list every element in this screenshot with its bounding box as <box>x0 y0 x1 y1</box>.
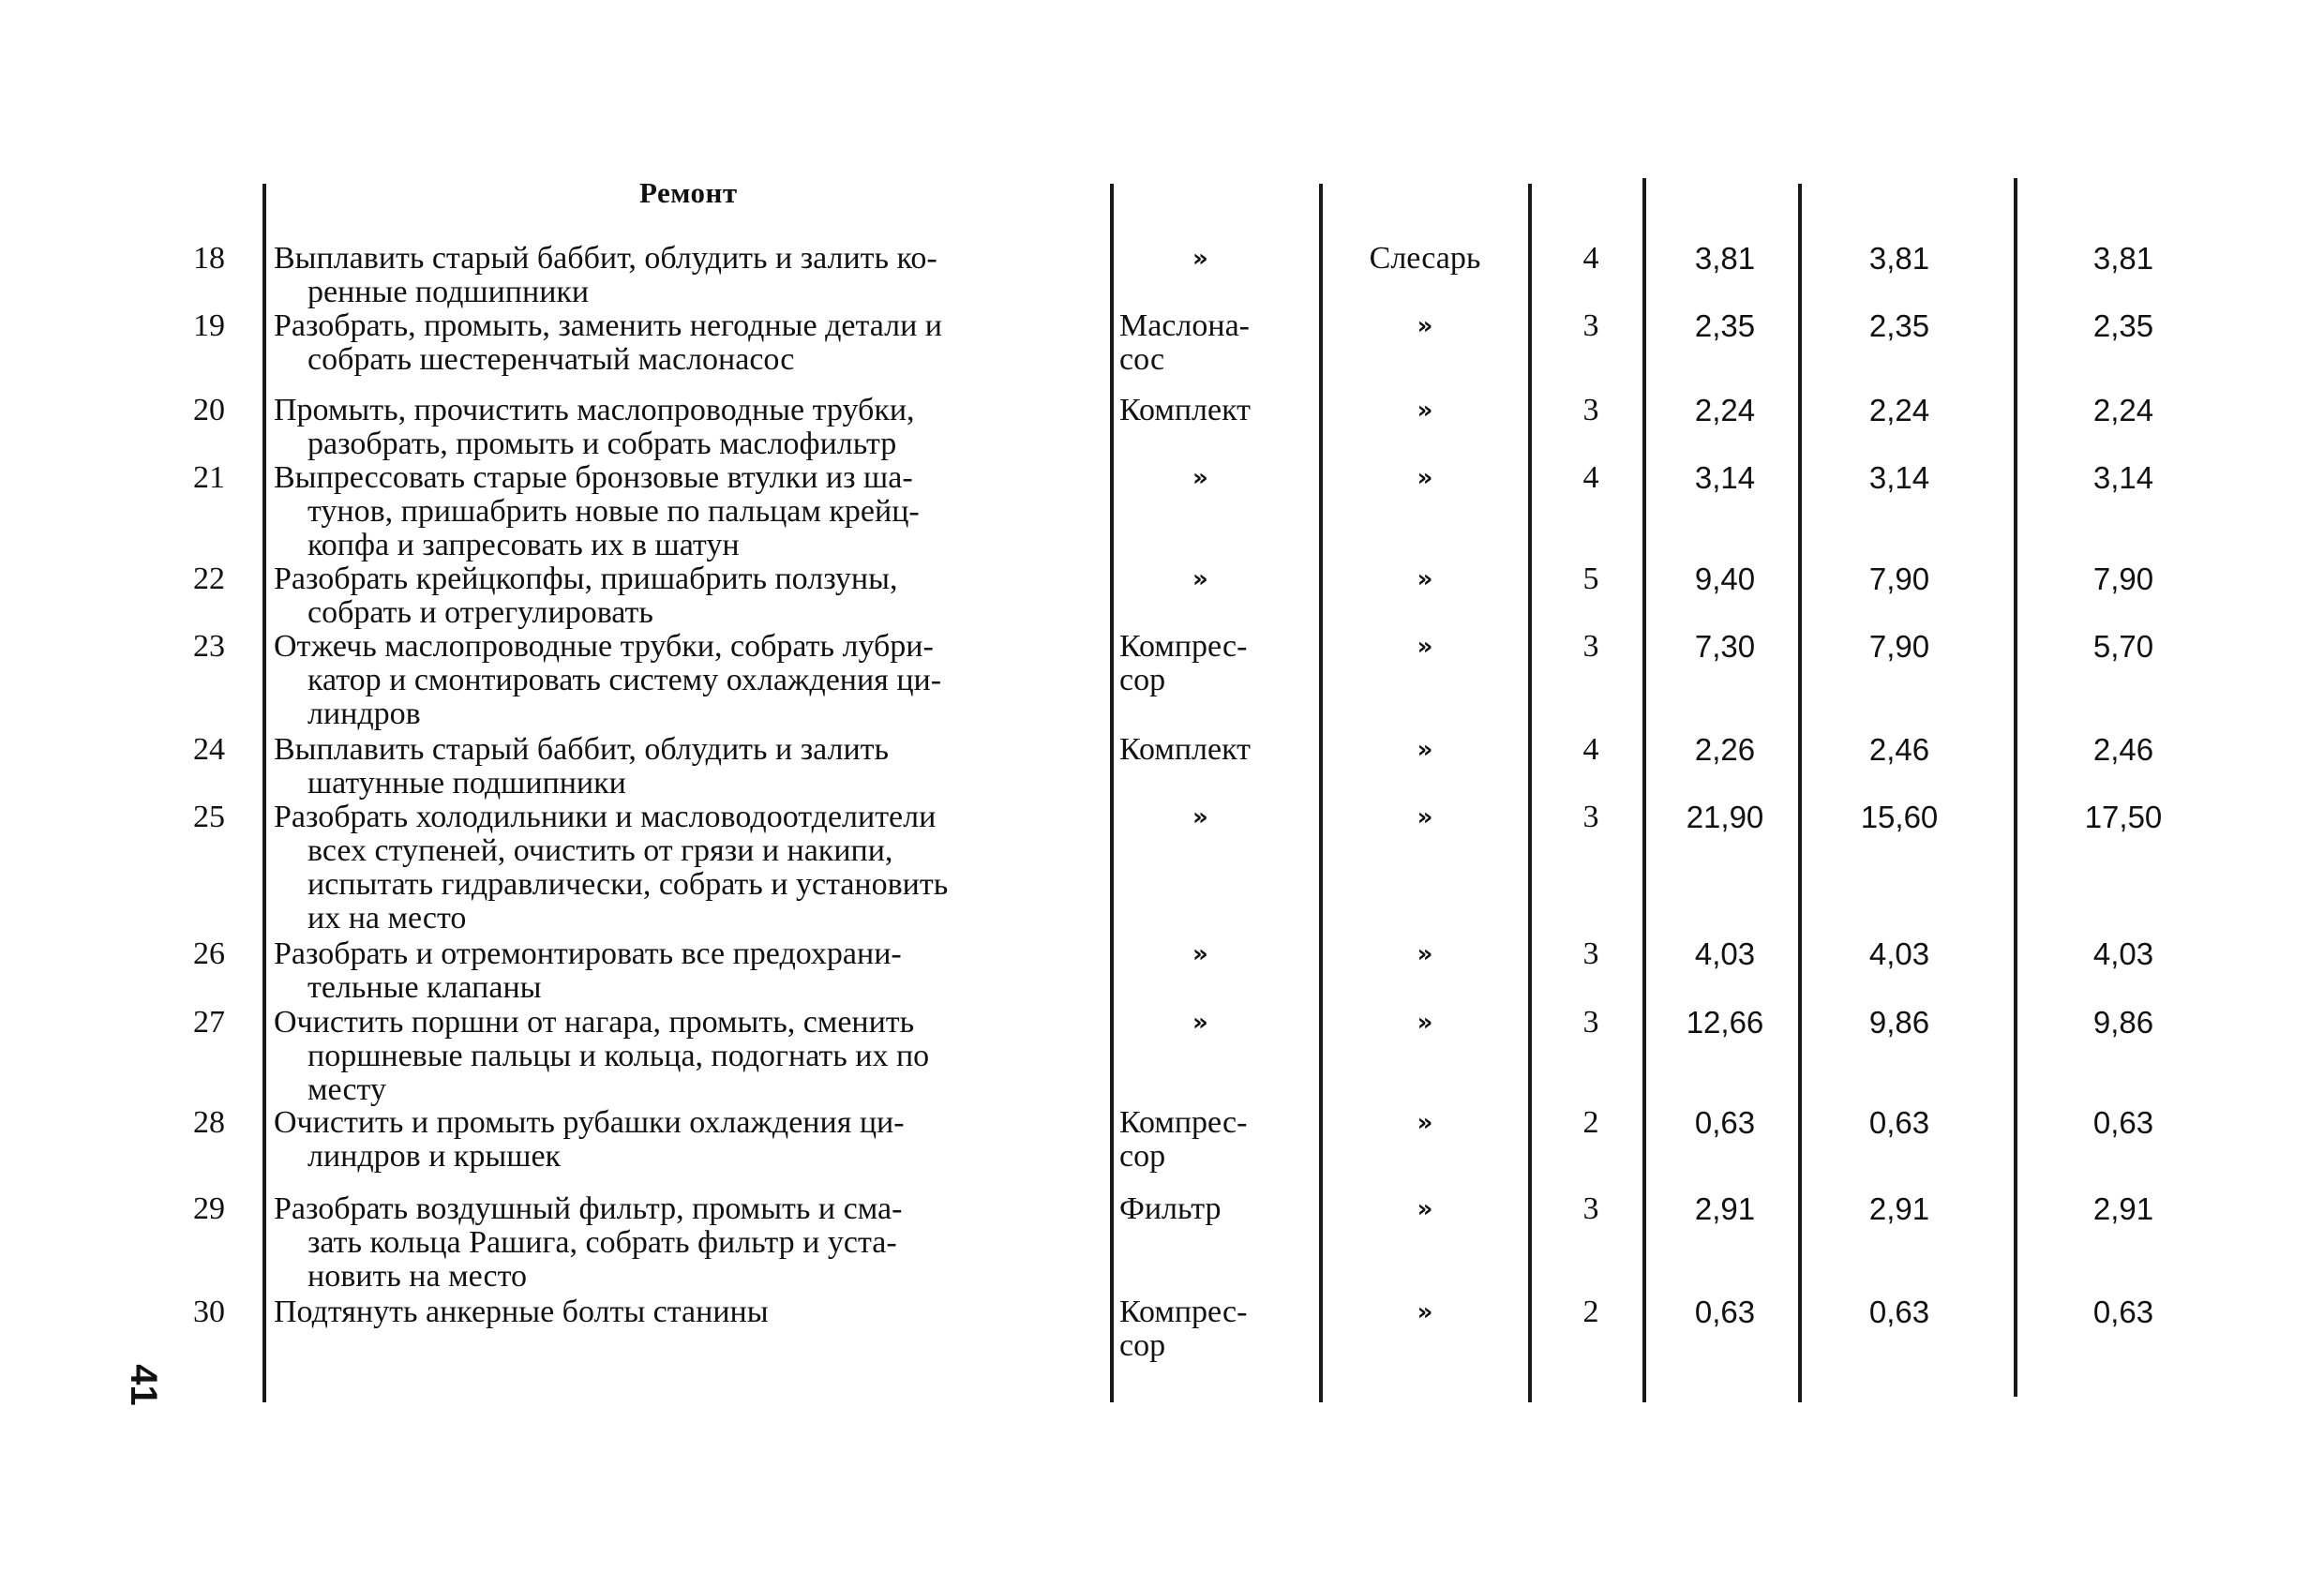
row-number: 21 <box>193 460 225 495</box>
profession-cell: » <box>1417 1109 1433 1137</box>
grade-cell: 3 <box>1582 1005 1599 1040</box>
operation-description <box>274 309 1091 377</box>
description-line: Разобрать крейцкопфы, пришабрить ползуны, <box>274 561 898 596</box>
norm-value-2: 9,86 <box>1868 1005 1930 1040</box>
norm-value-3: 2,91 <box>2092 1191 2154 1226</box>
unit-cell: » <box>1192 565 1208 593</box>
grade-cell: 3 <box>1582 629 1599 664</box>
norm-value-3: 5,70 <box>2092 629 2154 664</box>
row-number: 20 <box>193 393 225 427</box>
norm-value-1: 0,63 <box>1694 1105 1756 1140</box>
norm-value-3: 7,90 <box>2092 561 2154 596</box>
unit-cell: Компрес- сор <box>1119 1295 1248 1363</box>
description-line: месту <box>307 1072 386 1107</box>
norm-value-2: 2,35 <box>1868 308 1930 343</box>
unit-cell: Комплект <box>1119 732 1252 767</box>
description-line: новить на место <box>307 1259 528 1294</box>
norm-value-3: 0,63 <box>2092 1295 2154 1329</box>
row-number: 27 <box>193 1005 225 1040</box>
profession-cell: » <box>1417 397 1433 425</box>
unit-cell: » <box>1192 245 1208 273</box>
operation-description <box>274 733 1091 801</box>
description-line: копфа и запресовать их в шатун <box>307 528 740 562</box>
norm-value-2: 3,81 <box>1868 241 1930 276</box>
norm-value-2: 2,24 <box>1868 393 1930 427</box>
description-line: ренные подшипники <box>307 275 590 309</box>
description-line: тельные клапаны <box>307 970 542 1005</box>
description-line: разобрать, промыть и собрать маслофильтр <box>307 427 897 461</box>
norm-value-1: 3,81 <box>1694 241 1756 276</box>
grade-cell: 5 <box>1582 561 1599 596</box>
row-number: 28 <box>193 1105 225 1140</box>
section-title: Ремонт <box>639 176 738 209</box>
norm-value-3: 4,03 <box>2092 936 2154 971</box>
norm-value-3: 0,63 <box>2092 1105 2154 1140</box>
norm-value-3: 9,86 <box>2092 1005 2154 1040</box>
grade-cell: 2 <box>1582 1295 1599 1329</box>
grade-cell: 4 <box>1582 732 1599 767</box>
profession-cell: » <box>1417 736 1433 764</box>
description-line: Разобрать воздушный фильтр, промыть и сма- <box>274 1191 903 1226</box>
description-line: линдров <box>307 696 421 731</box>
description-line: Выплавить старый баббит, облудить и залить ко- <box>274 241 937 276</box>
description-line: Разобрать и отремонтировать все предохрани- <box>274 936 902 971</box>
profession-cell: » <box>1417 565 1433 593</box>
operation-description <box>274 630 1091 731</box>
grade-cell: 3 <box>1582 936 1599 971</box>
grade-cell: 3 <box>1582 800 1599 834</box>
page-number: 41 <box>122 1364 164 1406</box>
row-number: 26 <box>193 936 225 971</box>
norm-value-1: 3,14 <box>1694 460 1756 495</box>
description-line: Выпрессовать старые бронзовые втулки из ша- <box>274 460 913 495</box>
description-line: линдров и крышек <box>307 1139 562 1174</box>
column-rule <box>262 184 266 1402</box>
grade-cell: 3 <box>1582 308 1599 343</box>
row-number: 24 <box>193 732 225 767</box>
norm-value-1: 2,35 <box>1694 308 1756 343</box>
description-line: испытать гидравлически, собрать и установить <box>307 867 949 902</box>
profession-cell: » <box>1417 1195 1433 1223</box>
description-line: Отжечь маслопроводные трубки, собрать лубри- <box>274 629 934 664</box>
row-number: 18 <box>193 241 225 276</box>
norm-value-2: 7,90 <box>1868 561 1930 596</box>
description-line: Разобрать холодильники и масловодоотделители <box>274 800 937 834</box>
operation-description <box>274 1006 1091 1107</box>
norm-value-3: 2,46 <box>2092 732 2154 767</box>
profession-cell: » <box>1417 464 1433 492</box>
grade-cell: 3 <box>1582 393 1599 427</box>
unit-cell: Маслона- сос <box>1119 308 1250 377</box>
grade-cell: 4 <box>1582 460 1599 495</box>
description-line: поршневые пальцы и кольца, подогнать их по <box>307 1039 930 1073</box>
unit-cell: Компрес- сор <box>1119 1105 1248 1174</box>
norm-value-1: 12,66 <box>1686 1005 1764 1040</box>
norm-value-1: 0,63 <box>1694 1295 1756 1329</box>
description-line: шатунные подшипники <box>307 766 626 801</box>
norm-value-1: 4,03 <box>1694 936 1756 971</box>
profession-cell: » <box>1417 940 1433 968</box>
description-line: Очистить и промыть рубашки охлаждения ци- <box>274 1105 905 1140</box>
grade-cell: 3 <box>1582 1191 1599 1226</box>
profession-cell: » <box>1417 633 1433 661</box>
norm-value-2: 2,46 <box>1868 732 1930 767</box>
operation-description <box>274 461 1091 562</box>
operation-description <box>274 562 1091 630</box>
norm-value-2: 0,63 <box>1868 1295 1930 1329</box>
unit-cell: » <box>1192 803 1208 831</box>
operation-description <box>274 394 1091 461</box>
profession-cell: » <box>1417 312 1433 340</box>
grade-cell: 2 <box>1582 1105 1599 1140</box>
description-line: тунов, пришабрить новые по пальцам крейц- <box>307 494 920 529</box>
norm-value-1: 9,40 <box>1694 561 1756 596</box>
description-line: Разобрать, промыть, заменить негодные детали и <box>274 308 943 343</box>
operation-description <box>274 242 1091 309</box>
profession-cell: » <box>1417 1009 1433 1037</box>
description-line: собрать шестеренчатый маслонасос <box>307 342 795 377</box>
norm-value-3: 2,24 <box>2092 393 2154 427</box>
description-line: Подтянуть анкерные болты станины <box>274 1295 769 1329</box>
unit-cell: » <box>1192 940 1208 968</box>
unit-cell: » <box>1192 1009 1208 1037</box>
norm-value-2: 2,91 <box>1868 1191 1930 1226</box>
unit-cell: Компрес- сор <box>1119 629 1248 697</box>
norm-value-3: 2,35 <box>2092 308 2154 343</box>
row-number: 19 <box>193 308 225 343</box>
description-line: их на место <box>307 901 467 936</box>
description-line: Очистить поршни от нагара, промыть, сменить <box>274 1005 915 1040</box>
norm-value-2: 3,14 <box>1868 460 1930 495</box>
norm-value-1: 7,30 <box>1694 629 1756 664</box>
description-line: катор и смонтировать систему охлаждения ци- <box>307 663 942 697</box>
row-number: 22 <box>193 561 225 596</box>
norm-value-2: 4,03 <box>1868 936 1930 971</box>
unit-cell: » <box>1192 464 1208 492</box>
description-line: Промыть, прочистить маслопроводные трубки, <box>274 393 915 427</box>
operation-description <box>274 1192 1091 1294</box>
column-rule <box>2014 178 2017 1397</box>
row-number: 25 <box>193 800 225 834</box>
operation-description <box>274 1295 1091 1329</box>
unit-cell: Комплект <box>1119 393 1252 427</box>
operation-description <box>274 1106 1091 1174</box>
operation-description <box>274 937 1091 1005</box>
profession-cell: » <box>1417 1298 1433 1326</box>
norm-value-2: 15,60 <box>1860 800 1939 834</box>
row-number: 29 <box>193 1191 225 1226</box>
unit-cell: Фильтр <box>1119 1191 1222 1226</box>
operation-description <box>274 801 1091 936</box>
description-line: Выплавить старый баббит, облудить и залить <box>274 732 890 767</box>
norm-value-1: 2,24 <box>1694 393 1756 427</box>
norm-value-1: 21,90 <box>1686 800 1764 834</box>
profession-cell: Слесарь <box>1369 241 1481 276</box>
norm-value-3: 3,81 <box>2092 241 2154 276</box>
description-line: зать кольца Рашига, собрать фильтр и уста- <box>307 1225 897 1260</box>
description-line: собрать и отрегулировать <box>307 595 653 630</box>
column-rule <box>1110 184 1114 1402</box>
norm-value-2: 0,63 <box>1868 1105 1930 1140</box>
row-number: 30 <box>193 1295 225 1329</box>
norm-value-3: 17,50 <box>2084 800 2163 834</box>
grade-cell: 4 <box>1582 241 1599 276</box>
norm-value-1: 2,26 <box>1694 732 1756 767</box>
norm-value-1: 2,91 <box>1694 1191 1756 1226</box>
norm-value-2: 7,90 <box>1868 629 1930 664</box>
profession-cell: » <box>1417 803 1433 831</box>
row-number: 23 <box>193 629 225 664</box>
description-line: всех ступеней, очистить от грязи и накипи, <box>307 833 893 868</box>
norm-value-3: 3,14 <box>2092 460 2154 495</box>
